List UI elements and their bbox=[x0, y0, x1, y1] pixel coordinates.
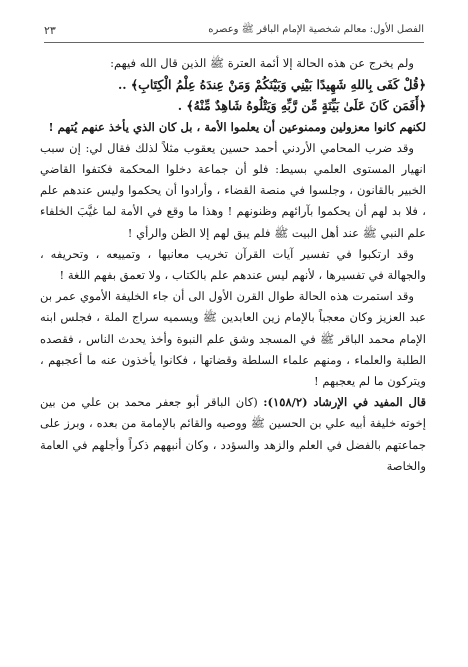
quran-verse-2: ﴿أَفَمَن كَانَ عَلَىٰ بَيِّنَةٍ مِّن رَّبِّهِ وَيَتْلُوهُ شَاهِدٌ مِّنْهُ﴾ . bbox=[177, 98, 426, 114]
paragraph-5: وقد استمرت هذه الحالة طوال القرن الأول الى أن جاء الخليفة الأموي عمر بن عبد العزيز وكان معجباً بالإمام زين العابدين ﷺ ويسميه سراج الملة ، فجلس ابنه الإمام محمد الباقر ﷺ في المسجد وشق علم النبوة وأخذ يحدث الناس ، فقصده الطلبة والعلماء ، ومنهم علماء السلطة وقضاتها ، فكانوا يأخذون عنه ما أعجبهم ، ويتركون ما لم يعجبهم ! bbox=[40, 289, 426, 389]
header-divider bbox=[44, 42, 424, 43]
paragraph-1: ولم يخرج عن هذه الحالة إلا أئمة العترة ﷺ الذين قال الله فيهم: bbox=[110, 56, 414, 70]
body-text bbox=[40, 53, 426, 477]
citation-paragraph bbox=[40, 392, 426, 477]
paragraph-3: وقد ضرب المحامي الأردني أحمد حسين يعقوب مثلاً لذلك فقال لي: إن سبب انهيار المستوى العلمي بسيط: فلو أن جماعة دخلوا المحكمة فكتفوا القاضي الخبير بالقانون ، وجلسوا في منصة القضاء ، وأرادوا أن يحكموا وليس عندهم علم ، فلا بد لهم أن يحكموا بآرائهم وظنونهم ! وهذا ما وقع في الأمة لما غيَّبَ الخلفاء علم النبي ﷺ عند أهل البيت ﷺ فلم يبق لهم إلا الظن والرأي ! bbox=[40, 140, 426, 240]
quran-verse-1: ﴿قُلْ كَفَى بِاللهِ شَهِيدًا بَيْنِي وَبَيْنَكُمْ وَمَنْ عِندَهُ عِلْمُ الْكِتَابِ﴾ .. bbox=[117, 77, 426, 93]
page-header bbox=[44, 22, 424, 38]
citation-label: قال المفيد في الإرشاد (١٥٨/٢): bbox=[263, 395, 427, 410]
paragraph-2: لكنهم كانوا معزولين وممنوعين أن يعلموا الأمة ، بل كان الذي يأخذ عنهم يُتهم ! bbox=[48, 119, 426, 134]
citation-text: (كان الباقر أبو جعفر محمد بن علي من بين إخوته خليفة أبيه علي بن الحسين ﷺ ووصيه والقائم بالإمامة من بعده ، وبرز على جماعتهم بالفضل في العلم والزهد والسؤدد ، وكان أنبههم ذكراً وأجلهم في العامة والخاصة bbox=[40, 395, 426, 473]
running-title: الفصل الأول: معالم شخصية الإمام الباقر ﷺ وعصره bbox=[208, 24, 424, 35]
page-number: ٢٣ bbox=[44, 23, 56, 37]
paragraph-4: وقد ارتكبوا في تفسير آيات القرآن تخريب معانيها ، وتمييعه ، وتحريفه ، والجهالة في تفسيرها ، لأنهم ليس عندهم علم بالكتاب ، ولا تعمق بفهم اللغة ! bbox=[40, 246, 426, 283]
